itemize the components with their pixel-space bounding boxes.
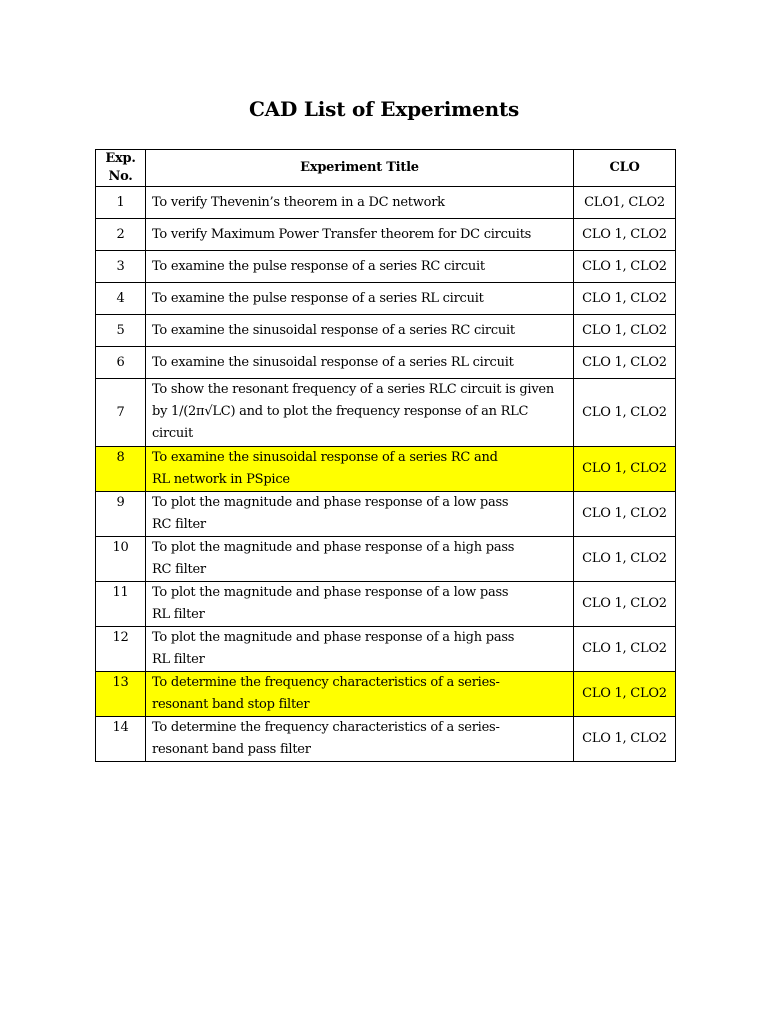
table-row [96, 717, 676, 762]
exp-no-cell: 14 [96, 717, 146, 762]
clo-cell: CLO 1, CLO2 [574, 447, 676, 492]
clo-cell: CLO 1, CLO2 [574, 251, 676, 283]
exp-no-cell: 2 [96, 219, 146, 251]
clo-cell: CLO 1, CLO2 [574, 283, 676, 315]
clo-cell: CLO 1, CLO2 [574, 537, 676, 582]
table-body [96, 187, 676, 762]
clo-cell: CLO1, CLO2 [574, 187, 676, 219]
table-row [96, 379, 676, 447]
header-experiment-title: Experiment Title [146, 150, 574, 187]
experiment-title-cell: To plot the magnitude and phase response of a high pass RC filter [146, 537, 574, 582]
exp-no-cell: 4 [96, 283, 146, 315]
clo-cell: CLO 1, CLO2 [574, 379, 676, 447]
table-row [96, 492, 676, 537]
exp-no-cell: 11 [96, 582, 146, 627]
table-row [96, 251, 676, 283]
experiment-title-cell: To plot the magnitude and phase response of a low pass RC filter [146, 492, 574, 537]
exp-no-cell: 10 [96, 537, 146, 582]
experiment-title-cell: To examine the sinusoidal response of a series RC and RL network in PSpice [146, 447, 574, 492]
table-row [96, 347, 676, 379]
experiment-title-cell: To plot the magnitude and phase response of a high pass RL filter [146, 627, 574, 672]
experiment-title-cell: To verify Thevenin’s theorem in a DC network [146, 187, 574, 219]
clo-cell: CLO 1, CLO2 [574, 582, 676, 627]
table-header-row [96, 150, 676, 187]
table-row [96, 283, 676, 315]
experiment-title-cell: To determine the frequency characteristics of a series- resonant band stop filter [146, 672, 574, 717]
exp-no-cell: 5 [96, 315, 146, 347]
exp-no-cell: 9 [96, 492, 146, 537]
table-row [96, 537, 676, 582]
clo-cell: CLO 1, CLO2 [574, 627, 676, 672]
header-clo: CLO [574, 150, 676, 187]
table-row [96, 187, 676, 219]
experiment-title-cell: To determine the frequency characteristics of a series- resonant band pass filter [146, 717, 574, 762]
table-row [96, 219, 676, 251]
table-row [96, 447, 676, 492]
clo-cell: CLO 1, CLO2 [574, 315, 676, 347]
table-row [96, 582, 676, 627]
experiments-table [95, 149, 676, 762]
page-title: CAD List of Experiments [248, 97, 520, 121]
exp-no-cell: 12 [96, 627, 146, 672]
clo-cell: CLO 1, CLO2 [574, 672, 676, 717]
experiment-title-cell: To examine the sinusoidal response of a series RC circuit [146, 315, 574, 347]
table-row [96, 672, 676, 717]
table-row [96, 627, 676, 672]
clo-cell: CLO 1, CLO2 [574, 347, 676, 379]
experiment-title-cell: To plot the magnitude and phase response of a low pass RL filter [146, 582, 574, 627]
experiment-title-cell: To examine the pulse response of a series RC circuit [146, 251, 574, 283]
clo-cell: CLO 1, CLO2 [574, 492, 676, 537]
exp-no-cell: 1 [96, 187, 146, 219]
clo-cell: CLO 1, CLO2 [574, 219, 676, 251]
experiment-title-cell: To show the resonant frequency of a series RLC circuit is given by 1/(2π√LC) and to plot the frequency response of an RLC circuit [146, 379, 574, 447]
exp-no-cell: 3 [96, 251, 146, 283]
header-exp-no: Exp. No. [96, 150, 146, 187]
exp-no-cell: 7 [96, 379, 146, 447]
experiment-title-cell: To examine the sinusoidal response of a series RL circuit [146, 347, 574, 379]
experiment-title-cell: To verify Maximum Power Transfer theorem for DC circuits [146, 219, 574, 251]
table-row [96, 315, 676, 347]
exp-no-cell: 6 [96, 347, 146, 379]
exp-no-cell: 13 [96, 672, 146, 717]
experiment-title-cell: To examine the pulse response of a series RL circuit [146, 283, 574, 315]
clo-cell: CLO 1, CLO2 [574, 717, 676, 762]
exp-no-cell: 8 [96, 447, 146, 492]
